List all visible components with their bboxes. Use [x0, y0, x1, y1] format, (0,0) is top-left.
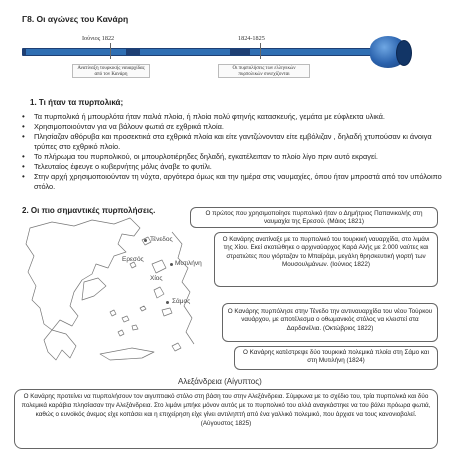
place-label-tenedos: Τένεδος	[150, 236, 173, 243]
bullet-item: • Το πλήρωμα του πυρπολικού, οι μπουρλοτιέρηδες δηλαδή, εγκατέλειπαν το πλοίο λίγο πριν αυτό εκραγεί.	[22, 152, 442, 162]
aegean-map	[22, 208, 232, 380]
section-1-heading: 1. Τι ήταν τα πυρπολικά;	[30, 98, 124, 107]
bullet-item: • Πλησίαζαν αθόρυβα και προσεκτικά στα εχθρικά πλοία και είτε γαντζώνονταν είτε εμβόλιζαν , δηλαδή χτυπούσαν κι άνοιγα τρύπες στο εχθρικό πλοίο.	[22, 132, 442, 152]
page-title: Γ8. Οι αγώνες του Κανάρη	[22, 14, 129, 24]
timeline-segment	[250, 49, 370, 55]
place-label-chios: Χίος	[150, 275, 163, 282]
timeline-segment	[140, 49, 230, 55]
bullet-item: • Στην αρχή χρησιμοποιούνταν τη νύχτα, αργότερα όμως και την ημέρα στις ναυμαχίες, όπου ήταν μπροστά από τον υπόλοιπο στόλο.	[22, 172, 442, 192]
timeline-segment	[26, 49, 126, 55]
alexandria-label: Αλεξάνδρεια (Αίγυπτος)	[178, 377, 262, 386]
timeline-date-left: Ιούνιος 1822	[82, 35, 115, 42]
info-box-tenedos: Ο Κανάρης πυρπόλησε στην Τένεδο την αντιναυαρχίδα του νέου Τούρκου ναυάρχου, με αποτέλεσμα ο οθωμανικός στόλος να κλειστεί στα Δαρδανέλια. (Οκτώβριος 1822)	[222, 303, 438, 342]
timeline-caption-left: Ανατίναξη τουρκικής ναυαρχίδας από τον Κανάρη	[72, 64, 150, 78]
place-label-mytilene: Μυτιλήνη	[175, 260, 202, 267]
place-label-eresos: Ερεσός	[122, 256, 144, 263]
info-box-alexandria: Ο Κανάρης προτείνει να πυρπολήσουν τον αιγυπτιακό στόλο στη βάση του στην Αλεξάνδρεια. Σύμφωνα με το σχέδιο του, τρία πυρπολικά και δύο πολεμικά καράβια πλησίασαν την Αλεξάνδρεια. Στο λιμάνι μπήκε μόνον αυτός με το πυρπολικό του αλλά αναγκάστηκε να του βάλει πρόωρα φωτιά, καθώς ο ευνοϊκός άνεμος είχε κοπάσει και η επιχείρηση είχε γίνει αντιληπτή από ένα γαλλικό πολεμικό, που άρχισε να τους κανονιοβολεί. (Αύγουστος 1825)	[14, 389, 438, 449]
timeline-tick	[110, 43, 111, 59]
timeline-tick	[260, 43, 261, 59]
timeline-caption-right: Οι πυρπολήσεις των ελληνικών πυρπολικών συνεχίζονται	[218, 64, 310, 78]
info-box-eresos: Ο πρώτος που χρησιμοποίησε πυρπολικό ήταν ο Δημήτριος Παπανικολής στη ναυμαχία της Ερεσού. (Μάιος 1821)	[190, 207, 438, 228]
timeline-arrow-end-icon	[396, 40, 412, 66]
section-2-heading: 2. Οι πιο σημαντικές πυρπολήσεις.	[22, 206, 156, 215]
bullet-item: • Τελευταίος έφευγε ο κυβερνήτης μόλις άναβε το φυτίλι.	[22, 162, 442, 172]
info-box-samos: Ο Κανάρης κατέστρεψε δύο τουρκικά πολεμικά πλοία στη Σάμο και στη Μυτιλήνη (1824)	[234, 346, 438, 370]
place-label-samos: Σάμος	[172, 298, 191, 305]
bullet-item: • Τα πυρπολικά ή μπουρλότα ήταν παλιά πλοία, ή πλοία πολύ φτηνής κατασκευής, γεμάτα με εύφλεκτα υλικά.	[22, 112, 442, 122]
bullet-item: • Χρησιμοποιούνταν για να βάλουν φωτιά σε εχθρικά πλοία.	[22, 122, 442, 132]
info-box-chios: Ο Κανάρης ανατίναξε με το πυρπολικό του τουρκική ναυαρχίδα, στο λιμάνι της Χίου. Εκεί σκοτώθηκε ο αρχιναύαρχος Καρά Αλής με 2.000 ναύτες και στρατιώτες που γιόρταζαν το Μπαϊράμι, μεγάλη θρησκευτική γιορτή των Μουσουλμάνων. (Ιούνιος 1822)	[214, 232, 438, 287]
timeline-date-right: 1824-1825	[238, 35, 265, 42]
place-marker	[144, 239, 147, 242]
place-marker	[170, 263, 173, 266]
bullet-list	[22, 112, 442, 192]
place-marker	[166, 301, 169, 304]
